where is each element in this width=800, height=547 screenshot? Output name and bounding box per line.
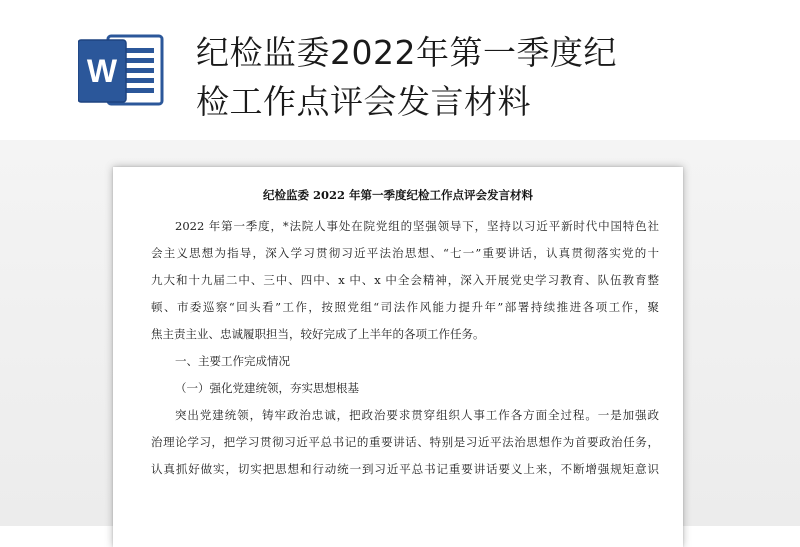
body-line: 会主义思想为指导，深入学习贯彻习近平法治思想、“七一”重要讲话，认真贯彻落实党的十 [151, 246, 659, 260]
page-title-line-2: 检工作点评会发言材料 [196, 82, 531, 121]
body-line: 2022 年第一季度，*法院人事处在院党组的坚强领导下，坚持以习近平新时代中国特色社 [175, 219, 659, 233]
body-line: 认真抓好做实，切实把思想和行动统一到习近平总书记重要讲话要义上来，不断增强规矩意识 [151, 462, 659, 476]
word-icon-letter: W [86, 53, 118, 89]
body-line: 焦主责主业、忠诚履职担当，较好完成了上半年的各项工作任务。 [151, 327, 485, 341]
page-title-line-1: 纪检监委2022年第一季度纪 [196, 33, 617, 72]
body-line: 顿、市委巡察“回头看”工作，按照党组“司法作风能力提升年”部署持续推进各项工作，聚 [151, 300, 659, 314]
subsection-heading: （一）强化党建统领，夯实思想根基 [175, 381, 359, 395]
body-line: 九大和十九届二中、三中、四中、x 中、x 中全会精神，深入开展党史学习教育、队伍教育整 [151, 273, 659, 287]
word-doc-icon [78, 30, 166, 110]
header-banner [0, 0, 800, 140]
document-body [151, 213, 659, 483]
section-heading: 一、主要工作完成情况 [175, 354, 290, 368]
document-title: 纪检监委 2022 年第一季度纪检工作点评会发言材料 [262, 188, 533, 202]
document-page[interactable] [113, 167, 683, 547]
body-line: 治理论学习，把学习贯彻习近平总书记的重要讲话、特别是习近平法治思想作为首要政治任务， [151, 435, 659, 449]
page-title [196, 28, 756, 126]
body-line: 突出党建统领，铸牢政治忠诚，把政治要求贯穿组织人事工作各方面全过程。一是加强政 [175, 408, 659, 422]
